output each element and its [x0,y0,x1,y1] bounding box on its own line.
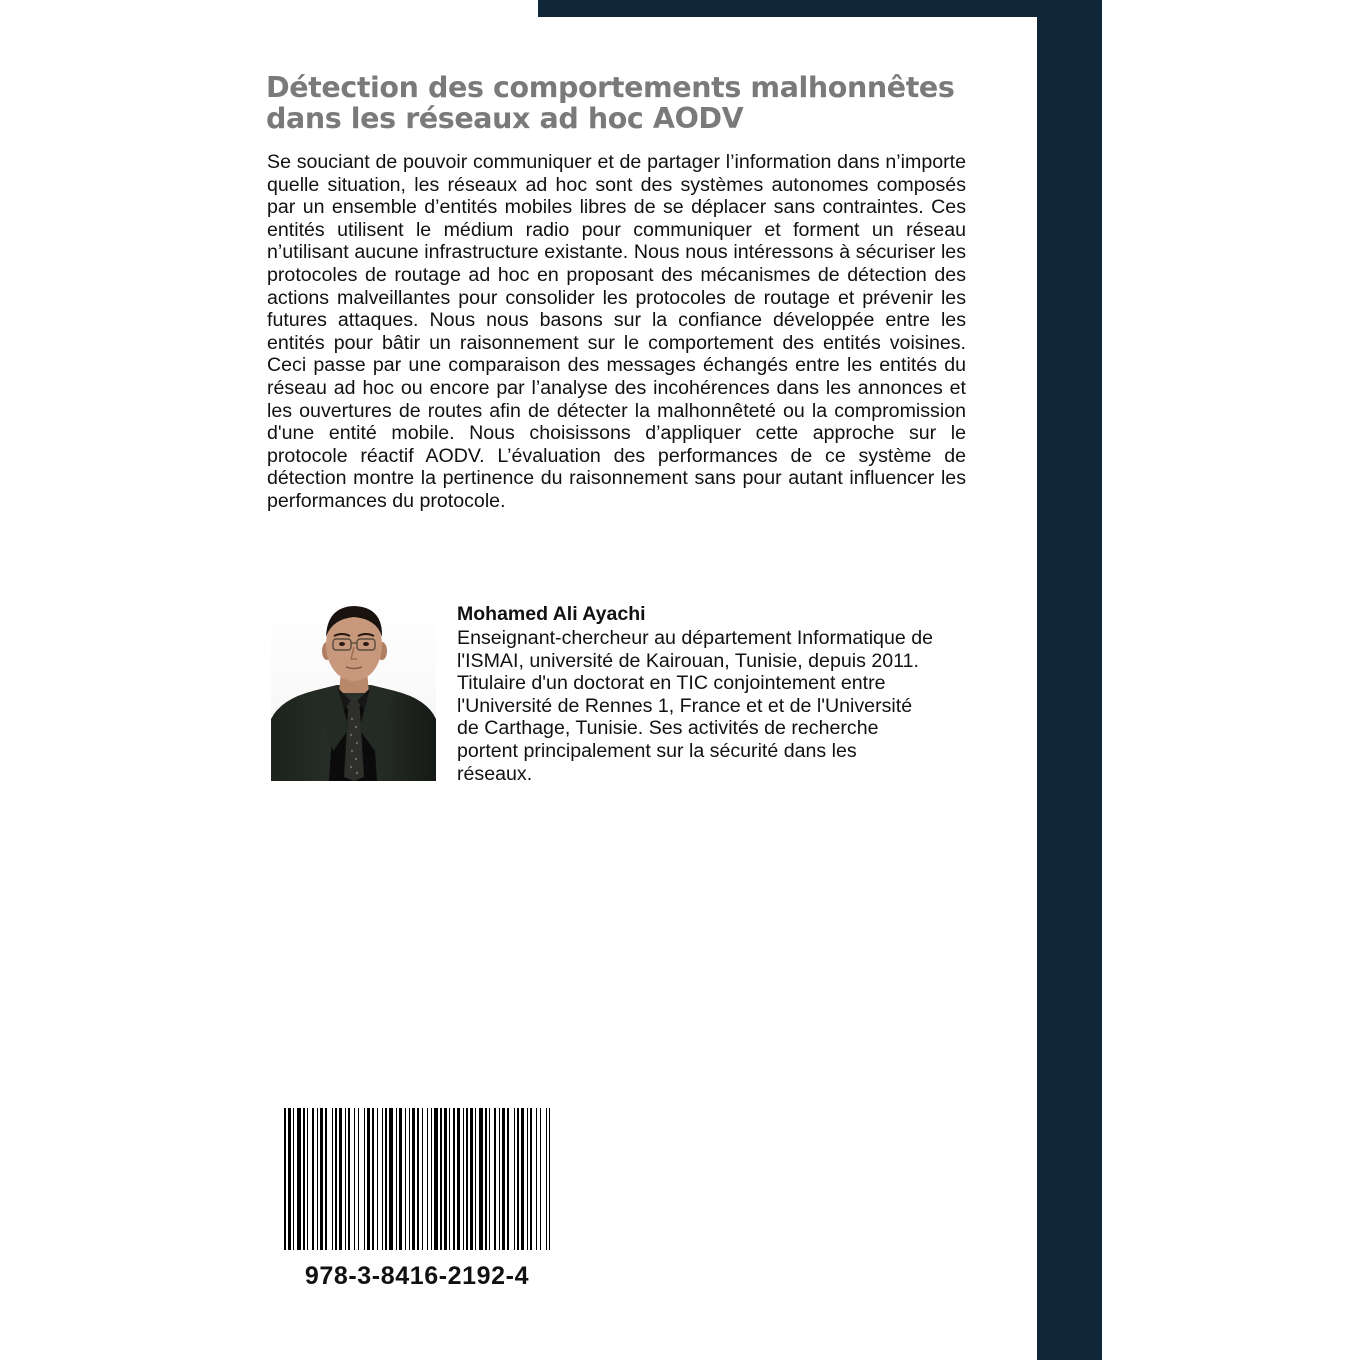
barcode-bar [382,1108,383,1250]
barcode-bar [434,1108,438,1250]
barcode-bar [377,1108,378,1250]
barcode-bar [303,1108,305,1250]
barcode-bar [514,1108,515,1250]
barcode-bar [317,1108,318,1250]
barcode-bar [367,1108,370,1250]
barcode-bar [312,1108,314,1250]
barcode-bar [475,1108,476,1250]
barcode-bar [502,1108,505,1250]
back-cover-blurb: Se souciant de pouvoir communiquer et de partager l’information dans n’importe quelle situation, les réseaux ad hoc sont des systèmes autonomes composés par un ensemble d’entités mobiles libres de se déplacer sans contraintes. Ces entités utilisent le médium radio pour communiquer et forment un réseau n’utilisant aucune infrastructure existante. Nous nous intéressons à sécuriser les protocoles de routage ad hoc en proposant des mécanismes de détection des actions malveillantes pour consolider les protocoles de routage et prévenir les futures attaques. Nous nous basons sur la confiance développée entre les entités pour bâtir un raisonnement sur le comportement des entités voisines. Ceci passe par une comparaison des messages échangés entre les entités du réseau ad hoc ou encore par l’analyse des incohérences dans les annonces et les ouvertures de routes afin de détecter la malhonnêteté ou la compromission d'une entité mobile. Nous choisissons d’appliquer cette approche sur le protocole réactif AODV. L’évaluation des performances de ce système de détection montre la pertinence du raisonnement sans pour autant influencer les performances du protocole. [267,151,966,512]
barcode-bar [284,1108,286,1250]
barcode-bar [466,1108,468,1250]
barcode-bar [297,1108,301,1250]
barcode-bar [348,1108,350,1250]
barcode-bar [521,1108,524,1250]
barcode-bar [409,1108,410,1250]
barcode-bar [354,1108,355,1250]
barcode-bar [453,1108,455,1250]
author-bio-line: de Carthage, Tunisie. Ses activités de recherche [457,717,879,740]
book-title-line: Détection des comportements malhonnêtes [266,71,955,104]
barcode-bar [307,1108,308,1250]
barcode-bar [463,1108,464,1250]
author-bio-line: portent principalement sur la sécurité dans les [457,739,857,762]
barcode-bar [507,1108,509,1250]
author-name: Mohamed Ali Ayachi [457,603,646,625]
barcode-bar [440,1108,442,1250]
barcode-bar [405,1108,406,1250]
barcode-bar [470,1108,473,1250]
barcode-bar [417,1108,419,1250]
barcode-bar [396,1108,397,1250]
barcode-bar [422,1108,423,1250]
barcode-bar [427,1108,428,1250]
author-bio-line: l'ISMAI, université de Kairouan, Tunisie, depuis 2011. [457,649,919,672]
author-photo [271,601,436,781]
barcode-bar [489,1108,490,1250]
barcode-bar [335,1108,337,1250]
author-bio-line: réseaux. [457,762,533,785]
barcode-bar [494,1108,496,1250]
barcode-bar [332,1108,333,1250]
author-bio [457,627,977,785]
barcode-bar [358,1108,359,1250]
author-bio-line: Enseignant-chercheur au département Informatique de [457,627,933,649]
book-title [266,72,986,134]
barcode-bar [320,1108,323,1250]
barcode-bar [449,1108,450,1250]
book-spine [1037,0,1102,1360]
barcode-bar [389,1108,393,1250]
barcode-bar [540,1108,541,1250]
barcode-bar [364,1108,365,1250]
cover-top-band [538,0,1102,17]
barcode-bar [325,1108,327,1250]
author-bio-line: Titulaire d'un doctorat en TIC conjointement entre [457,672,886,695]
barcode-bar [431,1108,432,1250]
barcode-bar [399,1108,402,1250]
barcode-bar [499,1108,500,1250]
book-title-line: dans les réseaux ad hoc AODV [266,102,744,135]
barcode-bar [536,1108,537,1250]
barcode-bar [457,1108,460,1250]
barcode-bar [339,1108,342,1250]
barcode-bar [385,1108,387,1250]
barcode-bar [372,1108,374,1250]
barcode-bar [479,1108,483,1250]
isbn-barcode [284,1108,550,1250]
barcode-bar [517,1108,519,1250]
barcode-bar [412,1108,415,1250]
barcode-bar [444,1108,447,1250]
barcode-bar [288,1108,291,1250]
author-bio-line: l'Université de Rennes 1, France et et de l'Université [457,694,913,717]
isbn-number: 978-3-8416-2192-4 [304,1262,530,1290]
barcode-bar [527,1108,528,1250]
barcode-bar [485,1108,487,1250]
barcode-bar [530,1108,532,1250]
barcode-bar [546,1108,547,1250]
barcode-bar [293,1108,294,1250]
barcode-bar [549,1108,550,1250]
barcode-bar [345,1108,346,1250]
